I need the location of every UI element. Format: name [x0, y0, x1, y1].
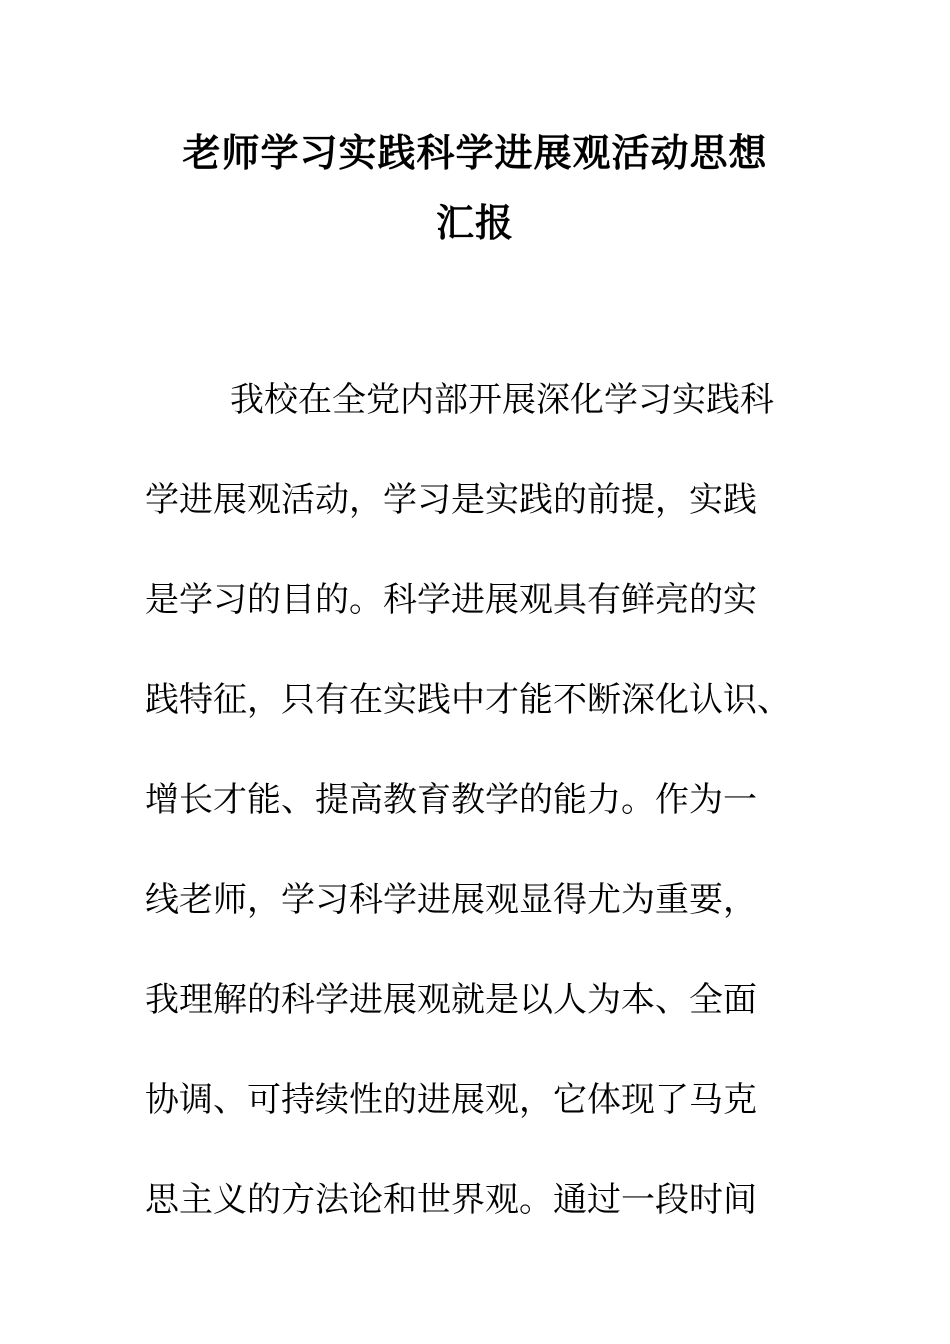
body-line: 思主义的方法论和世界观。通过一段时间 — [145, 1180, 757, 1220]
title-line-2: 汇报 — [435, 200, 514, 245]
body-line: 我理解的科学进展观就是以人为本、全面 — [145, 980, 757, 1020]
body-line: 线老师，学习科学进展观显得尤为重要， — [145, 880, 757, 920]
body-line: 协调、可持续性的进展观，它体现了马克 — [145, 1080, 757, 1120]
document-title — [140, 118, 810, 258]
body-line: 我校在全党内部开展深化学习实践科 — [230, 380, 774, 420]
body-line: 学进展观活动，学习是实践的前提，实践 — [145, 480, 757, 520]
body-line: 是学习的目的。科学进展观具有鲜亮的实 — [145, 580, 757, 620]
body-line: 践特征，只有在实践中才能不断深化认识、 — [145, 680, 791, 720]
title-line-1: 老师学习实践科学进展观活动思想 — [182, 130, 768, 175]
body-line: 增长才能、提高教育教学的能力。作为一 — [145, 780, 757, 820]
